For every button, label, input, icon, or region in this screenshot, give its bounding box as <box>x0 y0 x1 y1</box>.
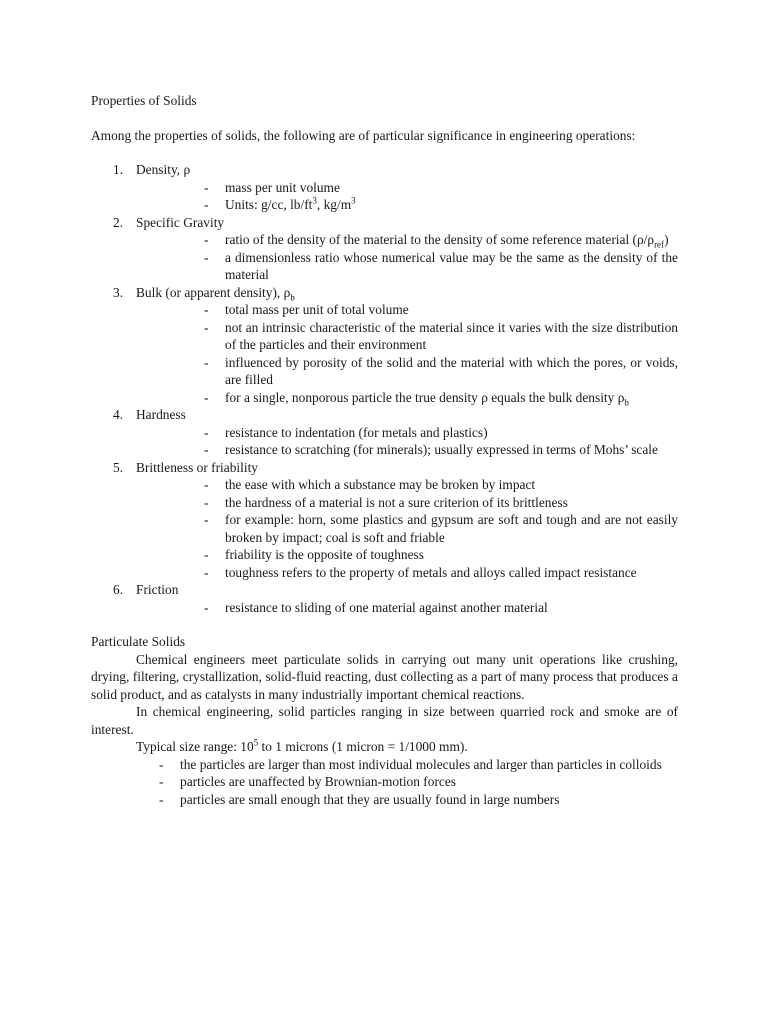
dash-marker: - <box>204 179 209 195</box>
list-number: 1. <box>113 162 124 177</box>
dash-marker: - <box>204 197 209 212</box>
dash-marker: - <box>159 791 164 807</box>
dash-marker: - <box>204 547 209 562</box>
property-label: Density, ρ <box>136 162 191 177</box>
property-item-hardness <box>91 406 678 459</box>
paragraph: In chemical engineering, solid particles ranging in size between quarried rock and smoke are of interest. <box>91 704 678 737</box>
list-item: - resistance to scratching (for minerals); usually expressed in terms of Mohs’ scale <box>204 442 658 457</box>
dash-marker: - <box>204 477 209 492</box>
property-label: Specific Gravity <box>136 214 225 230</box>
bullet-list <box>136 231 678 284</box>
property-item-density <box>91 161 678 214</box>
list-item: - not an intrinsic characteristic of the material since it varies with the size distribution of the particles and their environment <box>204 319 678 352</box>
bullet-list <box>136 476 678 581</box>
bullet-list <box>136 424 678 459</box>
dash-marker: - <box>159 756 164 772</box>
dash-marker: - <box>204 389 209 405</box>
document-body <box>91 92 678 808</box>
property-item-bulk-density <box>91 284 678 407</box>
property-label: Friction <box>136 582 179 597</box>
dash-marker: - <box>204 424 209 440</box>
bullet-list <box>136 599 678 617</box>
dash-marker: - <box>204 512 209 527</box>
list-number: 4. <box>113 407 124 422</box>
bullet-list <box>136 301 678 406</box>
list-number: 5. <box>113 459 124 475</box>
list-item: - influenced by porosity of the solid and the material with which the pores, or voids, are filled <box>204 354 678 387</box>
list-item: - the particles are larger than most individual molecules and larger than particles in colloids <box>159 756 662 772</box>
bullet-list <box>91 756 678 809</box>
property-item-friction <box>91 581 678 616</box>
dash-marker: - <box>159 774 164 789</box>
list-item: - the ease with which a substance may be broken by impact <box>204 477 536 492</box>
property-label: Bulk (or apparent density), $\rho_b$ <box>136 284 295 303</box>
dash-marker: - <box>204 564 209 580</box>
list-item: - for example: horn, some plastics and gypsum are soft and tough and are not easily broken by impact; coal is soft and friable <box>204 512 678 545</box>
property-label: Hardness <box>136 407 186 422</box>
list-item: - particles are unaffected by Brownian-motion forces <box>159 774 457 789</box>
list-number: 3. <box>113 284 124 300</box>
dash-marker: - <box>204 442 209 457</box>
list-item: - resistance to sliding of one material against another material <box>204 599 548 615</box>
list-item: - the hardness of a material is not a sure criterion of its brittleness <box>204 494 568 510</box>
dash-marker: - <box>204 599 209 615</box>
list-item: - particles are small enough that they are usually found in large numbers <box>159 791 560 807</box>
list-item: - for a single, nonporous particle the true density ρ equals the bulk density $\rho_b$ <box>204 389 629 408</box>
properties-list <box>91 161 678 616</box>
list-item: - friability is the opposite of toughness <box>204 547 424 562</box>
list-number: 6. <box>113 582 124 597</box>
dash-marker: - <box>204 232 209 247</box>
intro-paragraph: Among the properties of solids, the following are of particular significance in engineering operations: <box>91 127 636 143</box>
dash-marker: - <box>204 249 209 265</box>
dash-marker: - <box>204 319 209 335</box>
dash-marker: - <box>204 494 209 510</box>
property-item-specific-gravity <box>91 214 678 284</box>
list-item: - mass per unit volume <box>204 179 340 195</box>
property-label: Brittleness or friability <box>136 459 258 475</box>
list-item: - ratio of the density of the material to the density of some reference material $(\rho/\rho_{ref})$ <box>204 232 669 250</box>
size-range-line: Typical size range: $10^5$ to 1 microns (1 micron = 1/1000 mm). <box>136 737 468 754</box>
list-item: - resistance to indentation (for metals and plastics) <box>204 424 488 440</box>
list-item: - toughness refers to the property of metals and alloys called impact resistance <box>204 564 637 580</box>
list-number: 2. <box>113 214 124 230</box>
dash-marker: - <box>204 354 209 370</box>
particulate-solids-section <box>91 633 678 808</box>
bullet-list <box>136 179 678 214</box>
list-item: - Units: g/cc, $lb/ft^3$, $kg/m^3$ <box>204 195 356 212</box>
dash-marker: - <box>204 302 209 317</box>
document-title: Properties of Solids <box>91 93 197 108</box>
paragraph: Chemical engineers meet particulate solids in carrying out many unit operations like crushing, drying, filtering, crystallization, solid-fluid reacting, dust collecting as a part of many process that produces a solid product, and as catalysts in many industrially important chemical reactions. <box>91 651 678 702</box>
list-item: - a dimensionless ratio whose numerical value may be the same as the density of the material <box>204 249 678 282</box>
section-heading: Particulate Solids <box>91 634 186 649</box>
list-item: - total mass per unit of total volume <box>204 302 409 317</box>
property-item-brittleness <box>91 459 678 582</box>
